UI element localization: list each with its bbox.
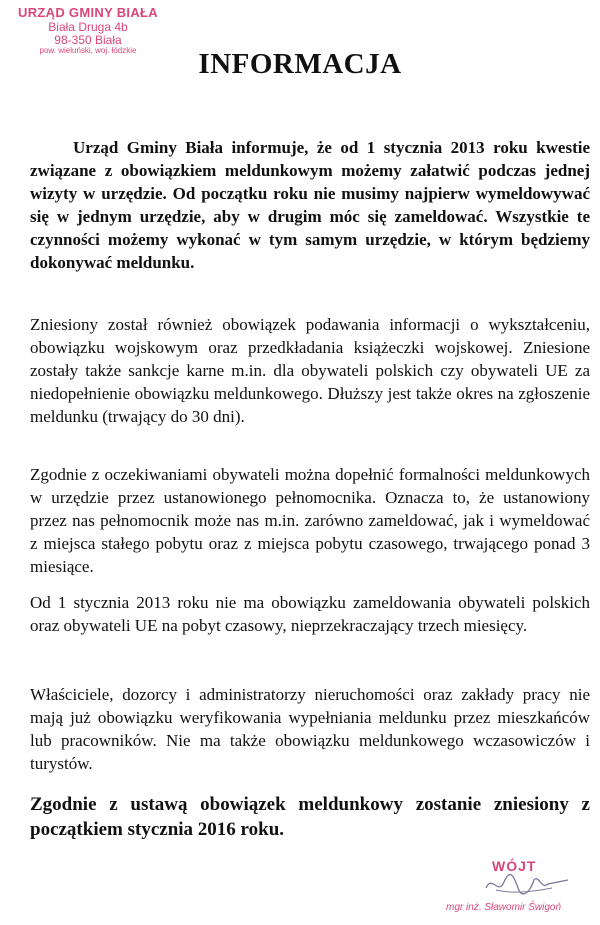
stamp-street: Biała Druga 4b — [48, 19, 128, 34]
stamp-region: pow. wieluński, woj. łódzkie — [39, 46, 137, 56]
signature-name: mgr inż. Sławomir Świgoń — [446, 902, 562, 913]
handwritten-signature-icon — [482, 870, 572, 898]
paragraph-temporary-stay: Od 1 stycznia 2013 roku nie ma obowiązku zameldowania obywateli polskich oraz obywateli UE na pobyt czasowy, nieprzekraczający trzech miesięcy. — [30, 593, 590, 635]
paragraph-abolished-obligations: Zniesiony został również obowiązek podawania informacji o wykształceniu, obowiązku wojskowym oraz przedkładania książeczki wojskowej. Zniesione zostały także sankcje karne m.in. dla obywateli polskich czy obywateli UE za niedopełnienie obowiązku meldunkowego. Dłuższy jest także okres na zgłoszenie meldunku (trwający do 30 dni). — [30, 315, 590, 426]
signature-stamp — [440, 858, 600, 925]
stamp-office-name: URZĄD GMINY BIAŁA — [18, 5, 158, 20]
paragraph-conclusion: Zgodnie z ustawą obowiązek meldunkowy zostanie zniesiony z początkiem stycznia 2016 roku. — [30, 794, 590, 840]
paragraph-intro: Urząd Gminy Biała informuje, że od 1 stycznia 2013 roku kwestie związane z obowiązkiem meldunkowym możemy załatwić podczas jednej wizyty w urzędzie. Od początku roku nie musimy najpierw wymeldowywać się w jednym urzędzie, aby w drugim móc się zameldować. Wszystkie te czynności możemy wykonać w tym samym urzędzie, w którym będziemy dokonywać meldunku. — [30, 138, 590, 272]
stamp-city: 98-350 Biała — [54, 32, 122, 47]
paragraph-proxy: Zgodnie z oczekiwaniami obywateli można dopełnić formalności meldunkowych w urzędzie przez ustanowionego pełnomocnika. Oznacza to, że ustanowiony przez nas pełnomocnik może nas m.in. zarówno zameldować, jak i wymeldować z miejsca stałego pobytu oraz z miejsca pobytu czasowego, trwającego ponad 3 miesiące. — [30, 465, 590, 576]
document-title: INFORMACJA — [198, 48, 402, 80]
signature-title: WÓJT — [492, 858, 537, 874]
paragraph-owners: Właściciele, dozorcy i administratorzy nieruchomości oraz zakłady pracy nie mają już obowiązku weryfikowania wypełniania meldunku przez mieszkańców lub pracowników. Nie ma także obowiązku meldunkowego wczasowiczów i turystów. — [30, 685, 590, 773]
